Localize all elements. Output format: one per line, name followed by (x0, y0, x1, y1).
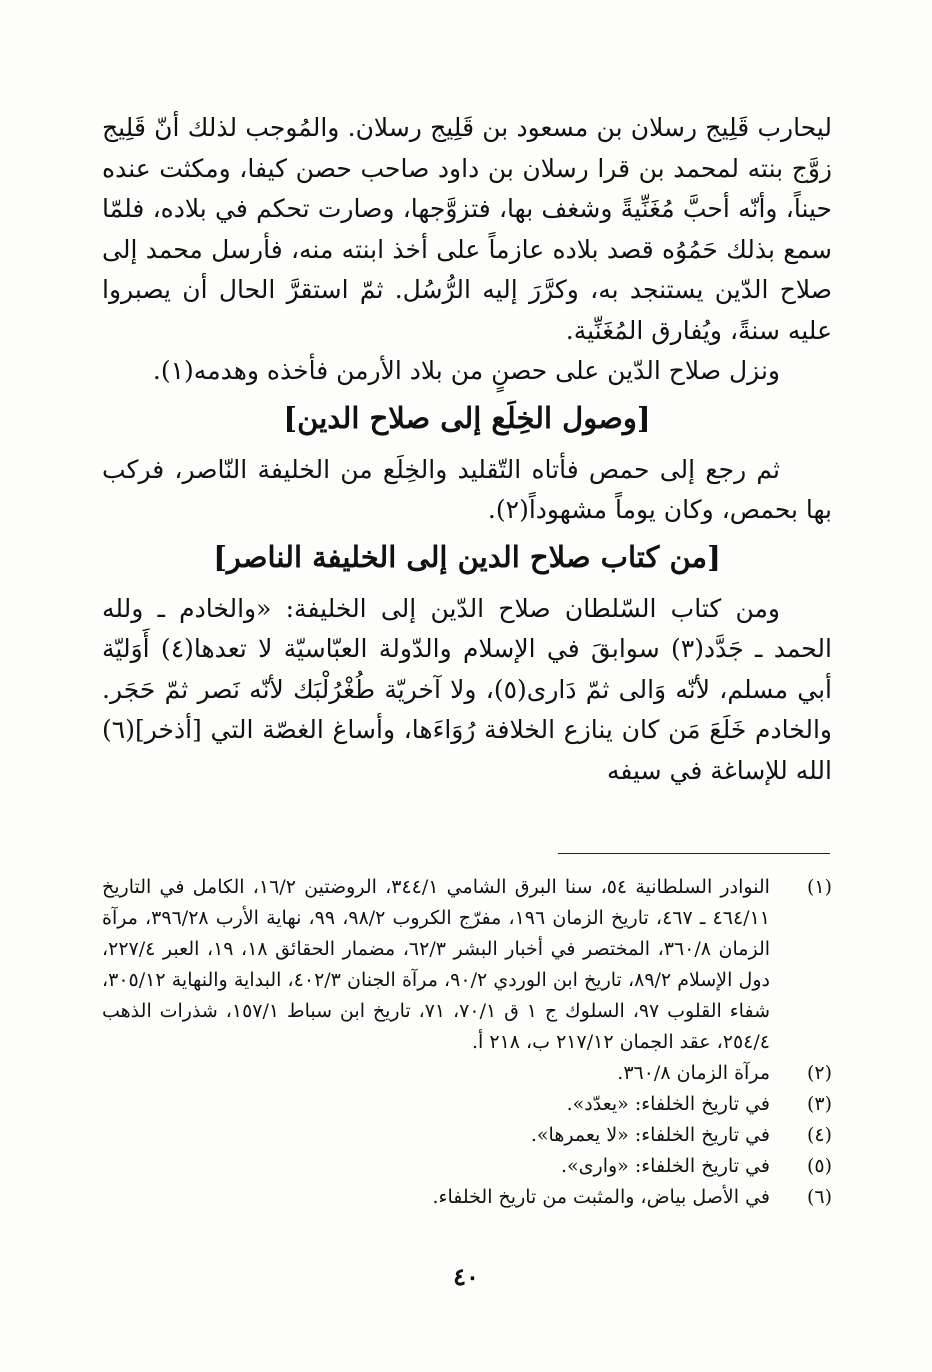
footnote-text: مرآة الزمان ٣٦٠/٨. (617, 1062, 770, 1084)
section-heading-1: [وصول الخِلَع إلى صلاح الدين] (283, 400, 651, 435)
footnote-5 (102, 1151, 832, 1182)
footnote-divider (558, 853, 830, 854)
main-text (102, 108, 832, 791)
footnote-text: النوادر السلطانية ٥٤، سنا البرق الشامي ٣٤٤/١، الروضتين ١٦/٢، الكامل في التاريخ ٤٦٤/١١ ـ ٤٦٧، تاريخ الزمان ١٩٦، مفرّج الكروب ٩٨/٢، ٩٩، نهاية الأرب ٣٩٦/٢٨، مرآة الزمان ٣٦٠/٨، المختصر في أخبار البشر ٦٢/٣، مضمار الحقائق ١٨، ١٩، العبر ٢٢٧/٤، دول الإسلام ٨٩/٢، تاريخ ابن الوردي ٩٠/٢، مرآة الجنان ٤٠٢/٣، البداية والنهاية ٣٠٥/١٢، شفاء القلوب ٩٧، السلوك ج ١ ق ٧٠/١، ٧١، تاريخ ابن سباط ١٥٧/١، شذرات الذهب ٢٥٤/٤، عقد الجمان ٢١٧/١٢ ب، ٢١٨ أ. (102, 876, 771, 1053)
footnote-4 (102, 1120, 832, 1151)
footnotes (102, 872, 832, 1213)
footnote-number: (٣) (806, 1093, 832, 1115)
footnote-3 (102, 1089, 832, 1120)
footnote-number: (٤) (806, 1124, 832, 1146)
page-number: ٤٠ (453, 1262, 479, 1291)
footnote-text: في تاريخ الخلفاء: «يعدّد». (566, 1093, 770, 1115)
paragraph-4: ومن كتاب السّلطان صلاح الدّين إلى الخليفة: «والخادم ـ ولله الحمد ـ جَدَّد(٣) سوابقَ في الإسلام والدّولة العبّاسيّة لا تعدها(٤) أَوَليّة أبي مسلم، لأنّه وَالى ثمّ دَارى(٥)، ولا آخريّة طُغْرُلْبَك لأنّه نَصر ثمّ حَجَر. والخادم خَلَعَ مَن كان ينازع الخلافة رُوَاءَها، وأساغ الغصّة التي [أذخر](٦) الله للإساغة في سيفه (102, 593, 832, 785)
footnote-6 (102, 1182, 832, 1213)
footnote-1 (102, 872, 832, 1058)
footnote-text: في الأصل بياض، والمثبت من تاريخ الخلفاء. (432, 1186, 770, 1208)
section-heading-2: [من كتاب صلاح الدين إلى الخليفة الناصر] (213, 539, 721, 574)
footnote-number: (٥) (806, 1155, 832, 1177)
footnote-number: (٦) (806, 1186, 832, 1208)
footnote-2 (102, 1058, 832, 1089)
footnote-text: في تاريخ الخلفاء: «وارى». (561, 1155, 770, 1177)
footnote-number: (١) (806, 876, 832, 898)
paragraph-3: ثم رجع إلى حمص فأتاه التّقليد والخِلَع من الخليفة النّاصر، فركب بها بحمص، وكان يوماً مشهوداً(٢). (102, 454, 832, 524)
footnote-number: (٢) (806, 1062, 832, 1084)
paragraph-2: ونزل صلاح الدّين على حصنٍ من بلاد الأرمن فأخذه وهدمه(١). (152, 356, 780, 385)
paragraph-1: ليحارب قَلِيج رسلان بن مسعود بن قَلِيج رسلان. والمُوجب لذلك أنّ قَلِيج زوَّج بنته لمحمد بن قرا رسلان بن داود صاحب حصن كيفا، ومكثت عنده حيناً، وأنّه أحبَّ مُغَنِّيةً وشغف بها، فتزوَّجها، وصارت تحكم في بلاده، فلمّا سمع بذلك حَمُوُه قصد بلاده عازماً على أخذ ابنته منه، فأرسل محمد إلى صلاح الدّين يستنجد به، وكرَّرَ إليه الرُّسُل. ثمّ استقرَّ الحال أن يصبروا عليه سنةً، ويُفارق المُغَنِّية. (102, 113, 832, 345)
footnote-text: في تاريخ الخلفاء: «لا يعمرها». (530, 1124, 770, 1146)
